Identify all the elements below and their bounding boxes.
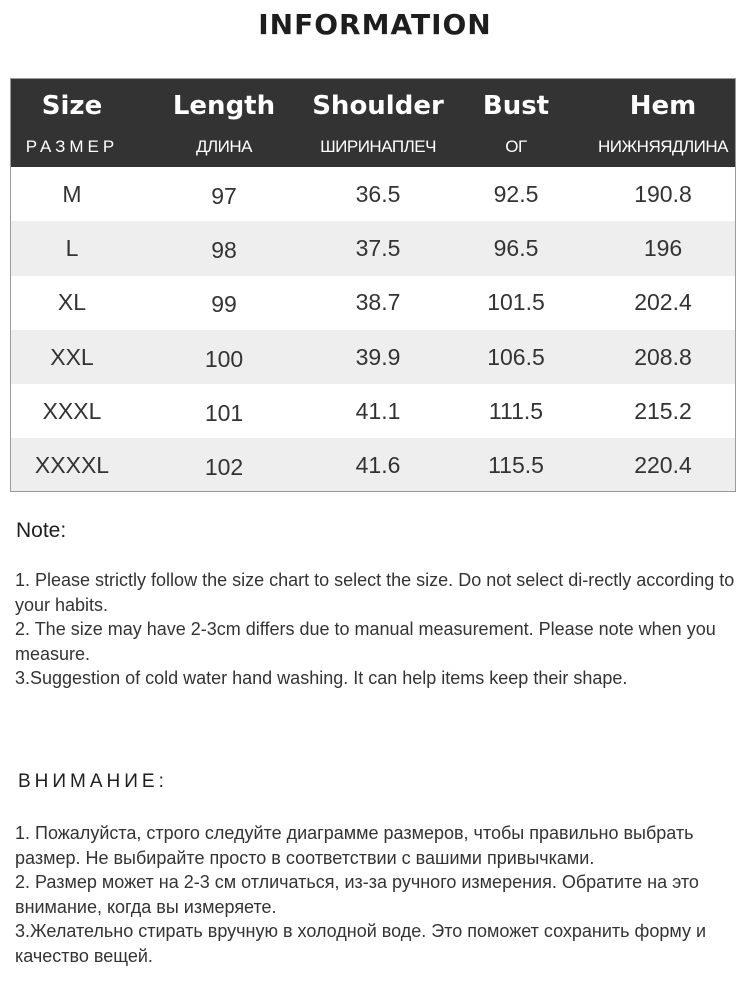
header-label-en: Bust bbox=[482, 91, 550, 121]
header-bust bbox=[441, 79, 591, 167]
cell-shoulder: 38.7 bbox=[355, 289, 401, 316]
header-label-en: Hem bbox=[629, 91, 697, 121]
cell-length: 100 bbox=[204, 345, 244, 372]
header-hem bbox=[591, 79, 735, 167]
table-row bbox=[11, 167, 735, 221]
header-label-ru: ОГ bbox=[505, 137, 527, 156]
ru-note-heading: ВНИМАНИЕ: bbox=[18, 771, 168, 792]
note-item: 2. The size may have 2-3cm differs due to manual measurement. Please note when you measure. bbox=[15, 619, 716, 664]
note-item: 3.Suggestion of cold water hand washing. It can help items keep their shape. bbox=[15, 668, 628, 688]
cell-size: L bbox=[65, 234, 79, 261]
cell-length: 101 bbox=[204, 399, 244, 426]
header-label-ru: НИЖНЯЯДЛИНА bbox=[597, 137, 729, 156]
header-label-ru: ДЛИНА bbox=[195, 137, 252, 156]
cell-hem: 220.4 bbox=[634, 452, 692, 479]
cell-length: 97 bbox=[211, 182, 237, 209]
cell-bust: 101.5 bbox=[487, 289, 545, 316]
cell-hem: 196 bbox=[643, 234, 683, 261]
ru-note-list bbox=[15, 821, 740, 968]
cell-shoulder: 41.6 bbox=[355, 452, 401, 479]
note-heading: Note: bbox=[16, 519, 67, 542]
header-label-ru: РАЗМЕР bbox=[25, 137, 119, 156]
ru-note-item: 1. Пожалуйста, строго следуйте диаграмме размеров, чтобы правильно выбрать размер. Не выбирайте просто в соответствии с вашими привычками. bbox=[15, 823, 694, 868]
header-length bbox=[133, 79, 315, 167]
cell-hem: 208.8 bbox=[634, 343, 692, 370]
table-header bbox=[11, 79, 735, 167]
ru-note-item: 3.Желательно стирать вручную в холодной воде. Это поможет сохранить форму и качество вещей. bbox=[15, 921, 707, 966]
cell-bust: 111.5 bbox=[488, 397, 544, 424]
page-title: INFORMATION bbox=[258, 8, 492, 41]
cell-size: M bbox=[62, 180, 82, 207]
cell-shoulder: 41.1 bbox=[355, 397, 401, 424]
header-label-en: Length bbox=[172, 91, 276, 121]
cell-bust: 96.5 bbox=[493, 234, 539, 261]
cell-hem: 215.2 bbox=[634, 397, 692, 424]
ru-note-item: 2. Размер может на 2-3 см отличаться, из-за ручного измерения. Обратите на это внимание, когда вы измеряете. bbox=[15, 872, 699, 917]
cell-hem: 202.4 bbox=[634, 289, 692, 316]
note-item: 1. Please strictly follow the size chart to select the size. Do not select di-rectly according to your habits. bbox=[15, 570, 735, 615]
cell-length: 102 bbox=[204, 454, 244, 481]
cell-hem: 190.8 bbox=[634, 180, 692, 207]
cell-shoulder: 36.5 bbox=[355, 180, 401, 207]
header-label-ru: ШИРИНАПЛЕЧ bbox=[320, 137, 436, 156]
table-row bbox=[11, 276, 735, 330]
table-row bbox=[11, 384, 735, 438]
cell-shoulder: 39.9 bbox=[355, 343, 401, 370]
size-chart-table bbox=[10, 78, 736, 492]
cell-shoulder: 37.5 bbox=[355, 234, 401, 261]
cell-size: XL bbox=[57, 289, 87, 316]
cell-bust: 115.5 bbox=[488, 452, 544, 479]
table-row bbox=[11, 438, 735, 492]
table-row bbox=[11, 330, 735, 384]
cell-size: XXXXL bbox=[34, 452, 110, 479]
cell-bust: 106.5 bbox=[487, 343, 545, 370]
header-label-en: Size bbox=[41, 91, 103, 121]
header-size bbox=[11, 79, 133, 167]
cell-size: XXXL bbox=[42, 397, 102, 424]
header-label-en: Shoulder bbox=[312, 91, 444, 121]
table-row bbox=[11, 221, 735, 275]
cell-bust: 92.5 bbox=[493, 180, 539, 207]
header-shoulder bbox=[312, 79, 444, 167]
cell-size: XXL bbox=[50, 343, 94, 370]
cell-length: 99 bbox=[211, 291, 237, 318]
note-list bbox=[15, 568, 740, 691]
cell-length: 98 bbox=[211, 236, 237, 263]
